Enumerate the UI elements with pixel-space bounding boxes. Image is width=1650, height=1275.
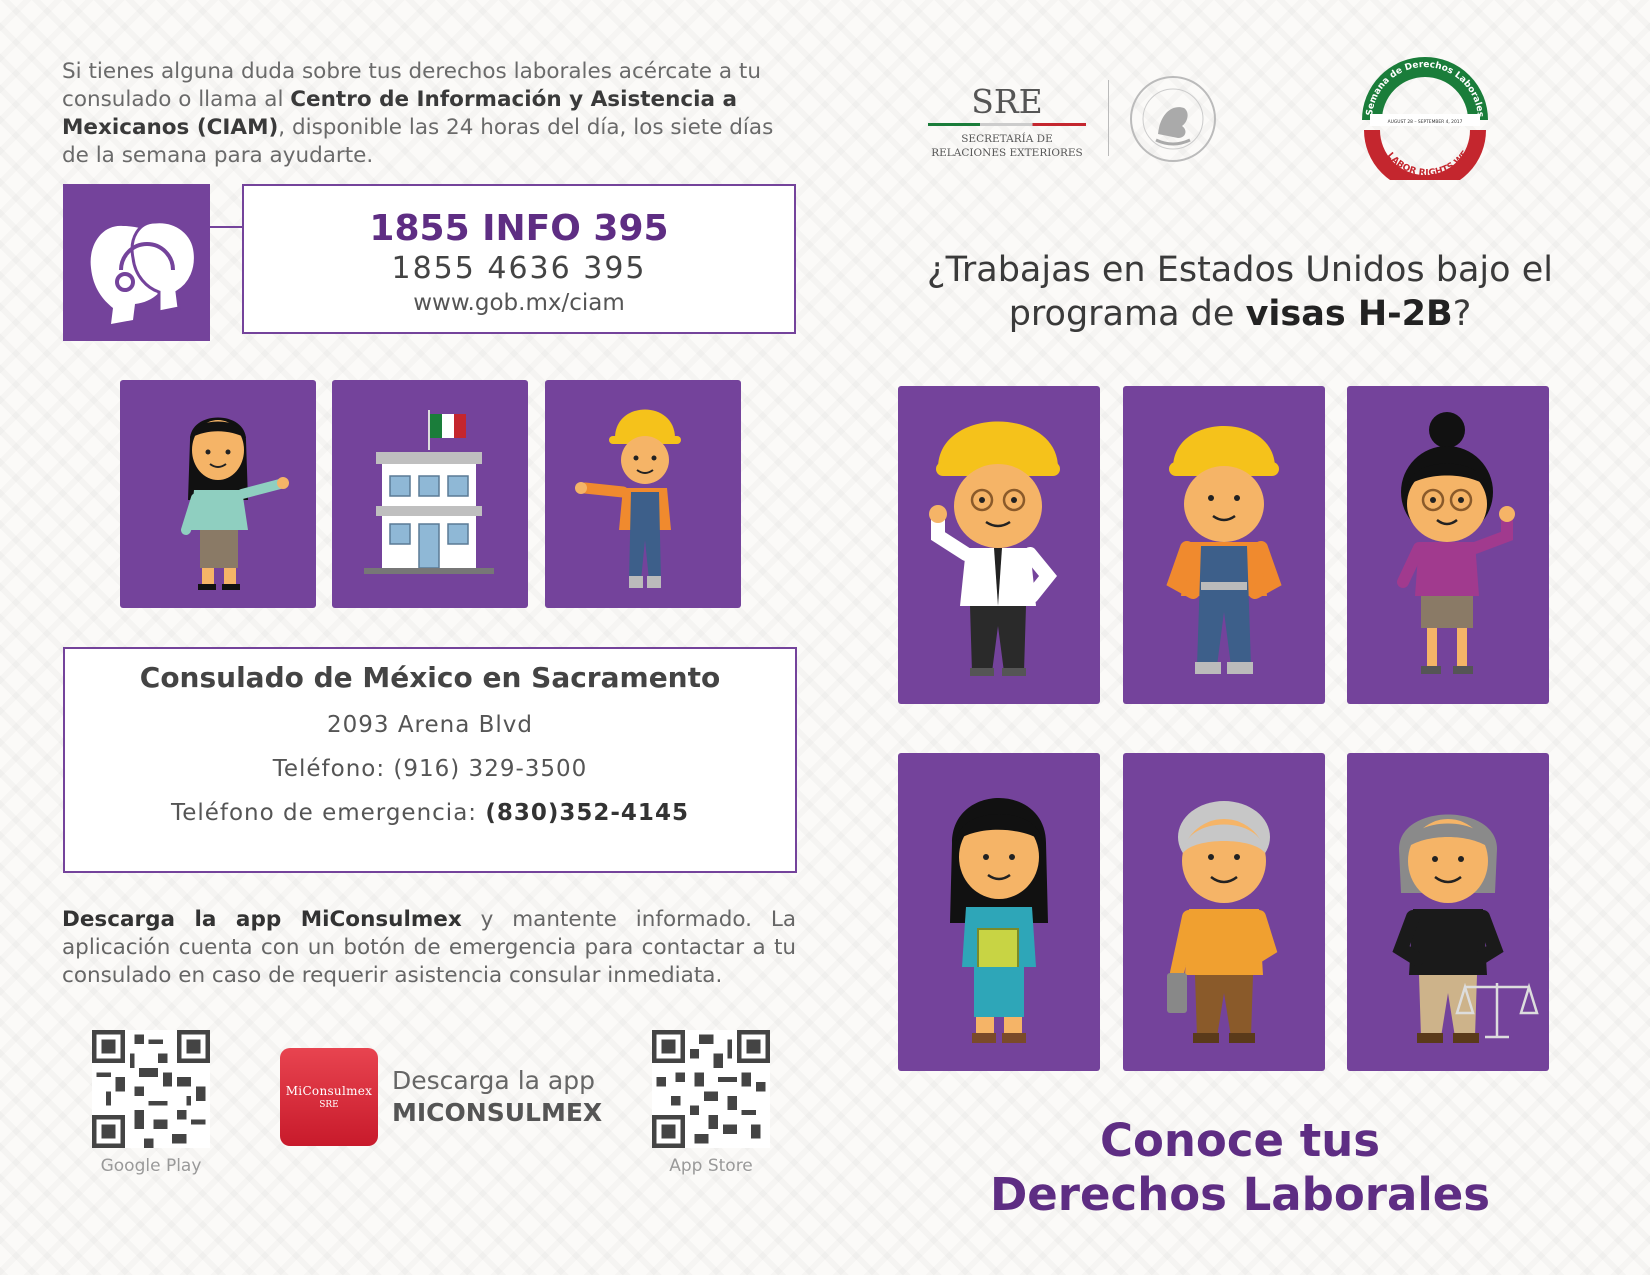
badge-bottom-text: LABOR RIGHTS WE	[1384, 149, 1471, 179]
worker-pointing-tile	[545, 380, 741, 608]
badge-top-text: Semana de Derechos Laborales	[1365, 59, 1485, 118]
intro-part1: Si tienes alguna duda sobre tus derechos laborales acércate a tu consulado o llama al	[62, 59, 761, 112]
ciam-phone-number[interactable]: 1855 4636 395	[391, 251, 647, 286]
question-part2: ?	[1452, 294, 1472, 334]
ciam-website-link[interactable]: www.gob.mx/ciam	[413, 290, 625, 316]
ciam-phone-text[interactable]: 1855 INFO 395	[369, 208, 669, 249]
main-title-line1: Conoce tus	[1099, 1114, 1381, 1167]
app-icon-name: MiConsulmex	[285, 1084, 373, 1098]
question-heading	[900, 248, 1580, 336]
labor-rights-week-badge	[1350, 50, 1500, 180]
student-tile	[898, 753, 1100, 1071]
google-play-label: Google Play	[100, 1156, 202, 1176]
main-title	[900, 1114, 1580, 1222]
sre-logo	[928, 82, 1086, 160]
question-part1: ¿Trabajas en Estados Unidos bajo el programa de	[927, 250, 1553, 334]
worker-thumbs-up-tile	[898, 386, 1100, 704]
woman-pointing-tile	[120, 380, 316, 608]
main-title-line2: Derechos Laborales	[989, 1168, 1491, 1221]
consulate-info-box	[63, 647, 797, 873]
emergency-label: Teléfono de emergencia:	[171, 800, 486, 826]
google-play-qr-code[interactable]	[92, 1030, 210, 1148]
consulate-phone[interactable]: Teléfono: (916) 329-3500	[272, 756, 588, 782]
badge-dates: AUGUST 28 – SEPTEMBER 4, 2017	[1387, 120, 1463, 125]
sre-logo-text: SRE	[971, 82, 1043, 121]
woman-thumbs-up-tile	[1347, 386, 1549, 704]
consulate-title: Consulado de México en Sacramento	[139, 661, 721, 694]
app-name-label: MICONSULMEX	[392, 1098, 603, 1127]
call-center-icon	[63, 184, 210, 341]
mexico-coat-of-arms-seal	[1128, 74, 1218, 164]
miconsulmex-app-icon[interactable]	[280, 1048, 378, 1146]
download-app-label: Descarga la app	[392, 1066, 595, 1095]
ciam-contact-box	[242, 184, 796, 334]
worker-overalls-tile	[1123, 386, 1325, 704]
consulate-address: 2093 Arena Blvd	[326, 712, 534, 738]
consulate-building-tile	[332, 380, 528, 608]
sre-subtitle-2: RELACIONES EXTERIORES	[931, 147, 1083, 159]
download-app-description: y mantente informado. La aplicación cuenta con un botón de emergencia para contactar a tu consulado en caso de requerir asistencia consular inmediata.	[62, 907, 796, 988]
app-icon-sub: SRE	[319, 1100, 339, 1110]
consulate-emergency-phone[interactable]	[65, 800, 795, 826]
app-store-qr-code[interactable]	[652, 1030, 770, 1148]
intro-part2: , disponible las 24 horas del día, los siete días de la semana para ayudarte.	[62, 115, 774, 168]
connector-line	[210, 226, 242, 228]
lawyer-scales-tile	[1347, 753, 1549, 1071]
logo-divider	[1108, 80, 1109, 156]
question-visa-type: visas H-2B	[1245, 294, 1453, 334]
download-app-text	[62, 906, 796, 990]
sre-tricolor-bar	[928, 123, 1086, 126]
app-store-label: App Store	[669, 1156, 753, 1176]
older-man-briefcase-tile	[1123, 753, 1325, 1071]
sre-subtitle-1: SECRETARÍA DE	[961, 133, 1053, 145]
emergency-number[interactable]: (830)352-4145	[485, 800, 689, 826]
intro-text	[62, 58, 802, 170]
download-app-name: Descarga la app MiConsulmex	[62, 907, 462, 932]
intro-ciam-name: Centro de Información y Asistencia a Mexicanos (CIAM)	[62, 87, 738, 140]
